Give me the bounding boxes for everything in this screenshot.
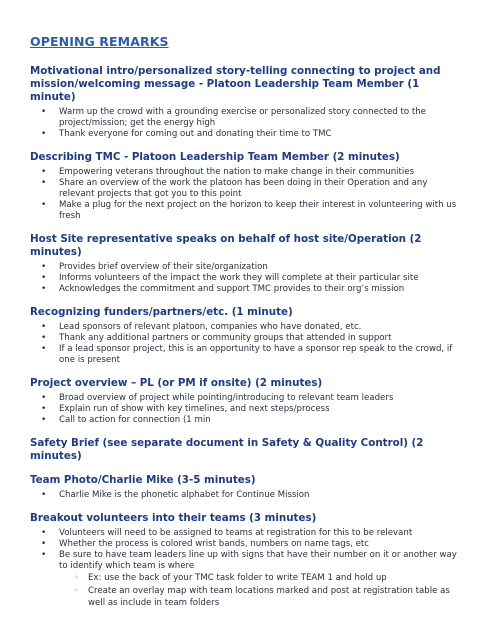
bullet-list <box>30 393 465 426</box>
list-item: • Call to action for connection (1 min <box>30 415 465 426</box>
section-safety-brief <box>30 437 465 463</box>
list-item: • Share an overview of the work the platoon has been doing in their Operation and any relevant projects that got you to this point <box>30 178 465 200</box>
list-item: • Empowering veterans throughout the nation to make change in their communities <box>30 167 465 178</box>
section-heading: Project overview – PL (or PM if onsite) (2 minutes) <box>30 377 323 389</box>
list-item: • Be sure to have team leaders line up with signs that have their number on it or another way to identify which team is where <box>30 550 465 572</box>
section-team-photo <box>30 474 465 501</box>
sub-list-item: ◦ Create an overlay map with team locations marked and post at registration table as well as include in team folders <box>30 585 465 610</box>
list-item: • Lead sponsors of relevant platoon, companies who have donated, etc. <box>30 322 465 333</box>
list-item: • Warm up the crowd with a grounding exercise or personalized story connected to the project/mission; get the energy high <box>30 107 465 129</box>
list-item: • If a lead sponsor project, this is an opportunity to have a sponsor rep speak to the crowd, if one is present <box>30 344 465 366</box>
section-recognizing-funders <box>30 306 465 366</box>
bullet-list <box>30 107 465 140</box>
section-project-overview <box>30 377 465 426</box>
list-item: • Charlie Mike is the phonetic alphabet for Continue Mission <box>30 490 465 501</box>
section-heading: Host Site representative speaks on behalf of host site/Operation (2 minutes) <box>30 233 422 258</box>
section-host-site <box>30 233 465 295</box>
list-item: • Informs volunteers of the impact the work they will complete at their particular site <box>30 273 465 284</box>
sub-list-item: ◦ Ex: use the back of your TMC task folder to write TEAM 1 and hold up <box>30 572 465 585</box>
section-heading: Breakout volunteers into their teams (3 minutes) <box>30 512 317 524</box>
section-heading: Motivational intro/personalized story-telling connecting to project and mission/welcoming message - Platoon Leadership Team Member (1 minute) <box>30 65 441 103</box>
section-heading: Safety Brief (see separate document in Safety & Quality Control) (2 minutes) <box>30 437 424 462</box>
list-item: • Thank any additional partners or community groups that attended in support <box>30 333 465 344</box>
bullet-list <box>30 528 465 610</box>
bullet-list <box>30 490 465 501</box>
section-describing-tmc <box>30 151 465 222</box>
section-heading: Describing TMC - Platoon Leadership Team Member (2 minutes) <box>30 151 400 163</box>
list-item: • Thank everyone for coming out and donating their time to TMC <box>30 129 465 140</box>
list-item: • Broad overview of project while pointing/introducing to relevant team leaders <box>30 393 465 404</box>
section-motivational-intro <box>30 65 465 140</box>
page-title: OPENING REMARKS <box>30 34 169 49</box>
section-breakout-volunteers <box>30 512 465 610</box>
list-item: • Provides brief overview of their site/organization <box>30 262 465 273</box>
bullet-list <box>30 322 465 366</box>
list-item: • Explain run of show with key timelines, and next steps/process <box>30 404 465 415</box>
bullet-list <box>30 262 465 295</box>
section-heading: Recognizing funders/partners/etc. (1 minute) <box>30 306 293 318</box>
bullet-list <box>30 167 465 222</box>
section-heading: Team Photo/Charlie Mike (3-5 minutes) <box>30 474 256 486</box>
list-item: • Make a plug for the next project on the horizon to keep their interest in volunteering with us fresh <box>30 200 465 222</box>
list-item: • Volunteers will need to be assigned to teams at registration for this to be relevant <box>30 528 465 539</box>
list-item: • Whether the process is colored wrist bands, numbers on name tags, etc <box>30 539 465 550</box>
list-item: • Acknowledges the commitment and support TMC provides to their org’s mission <box>30 284 465 295</box>
